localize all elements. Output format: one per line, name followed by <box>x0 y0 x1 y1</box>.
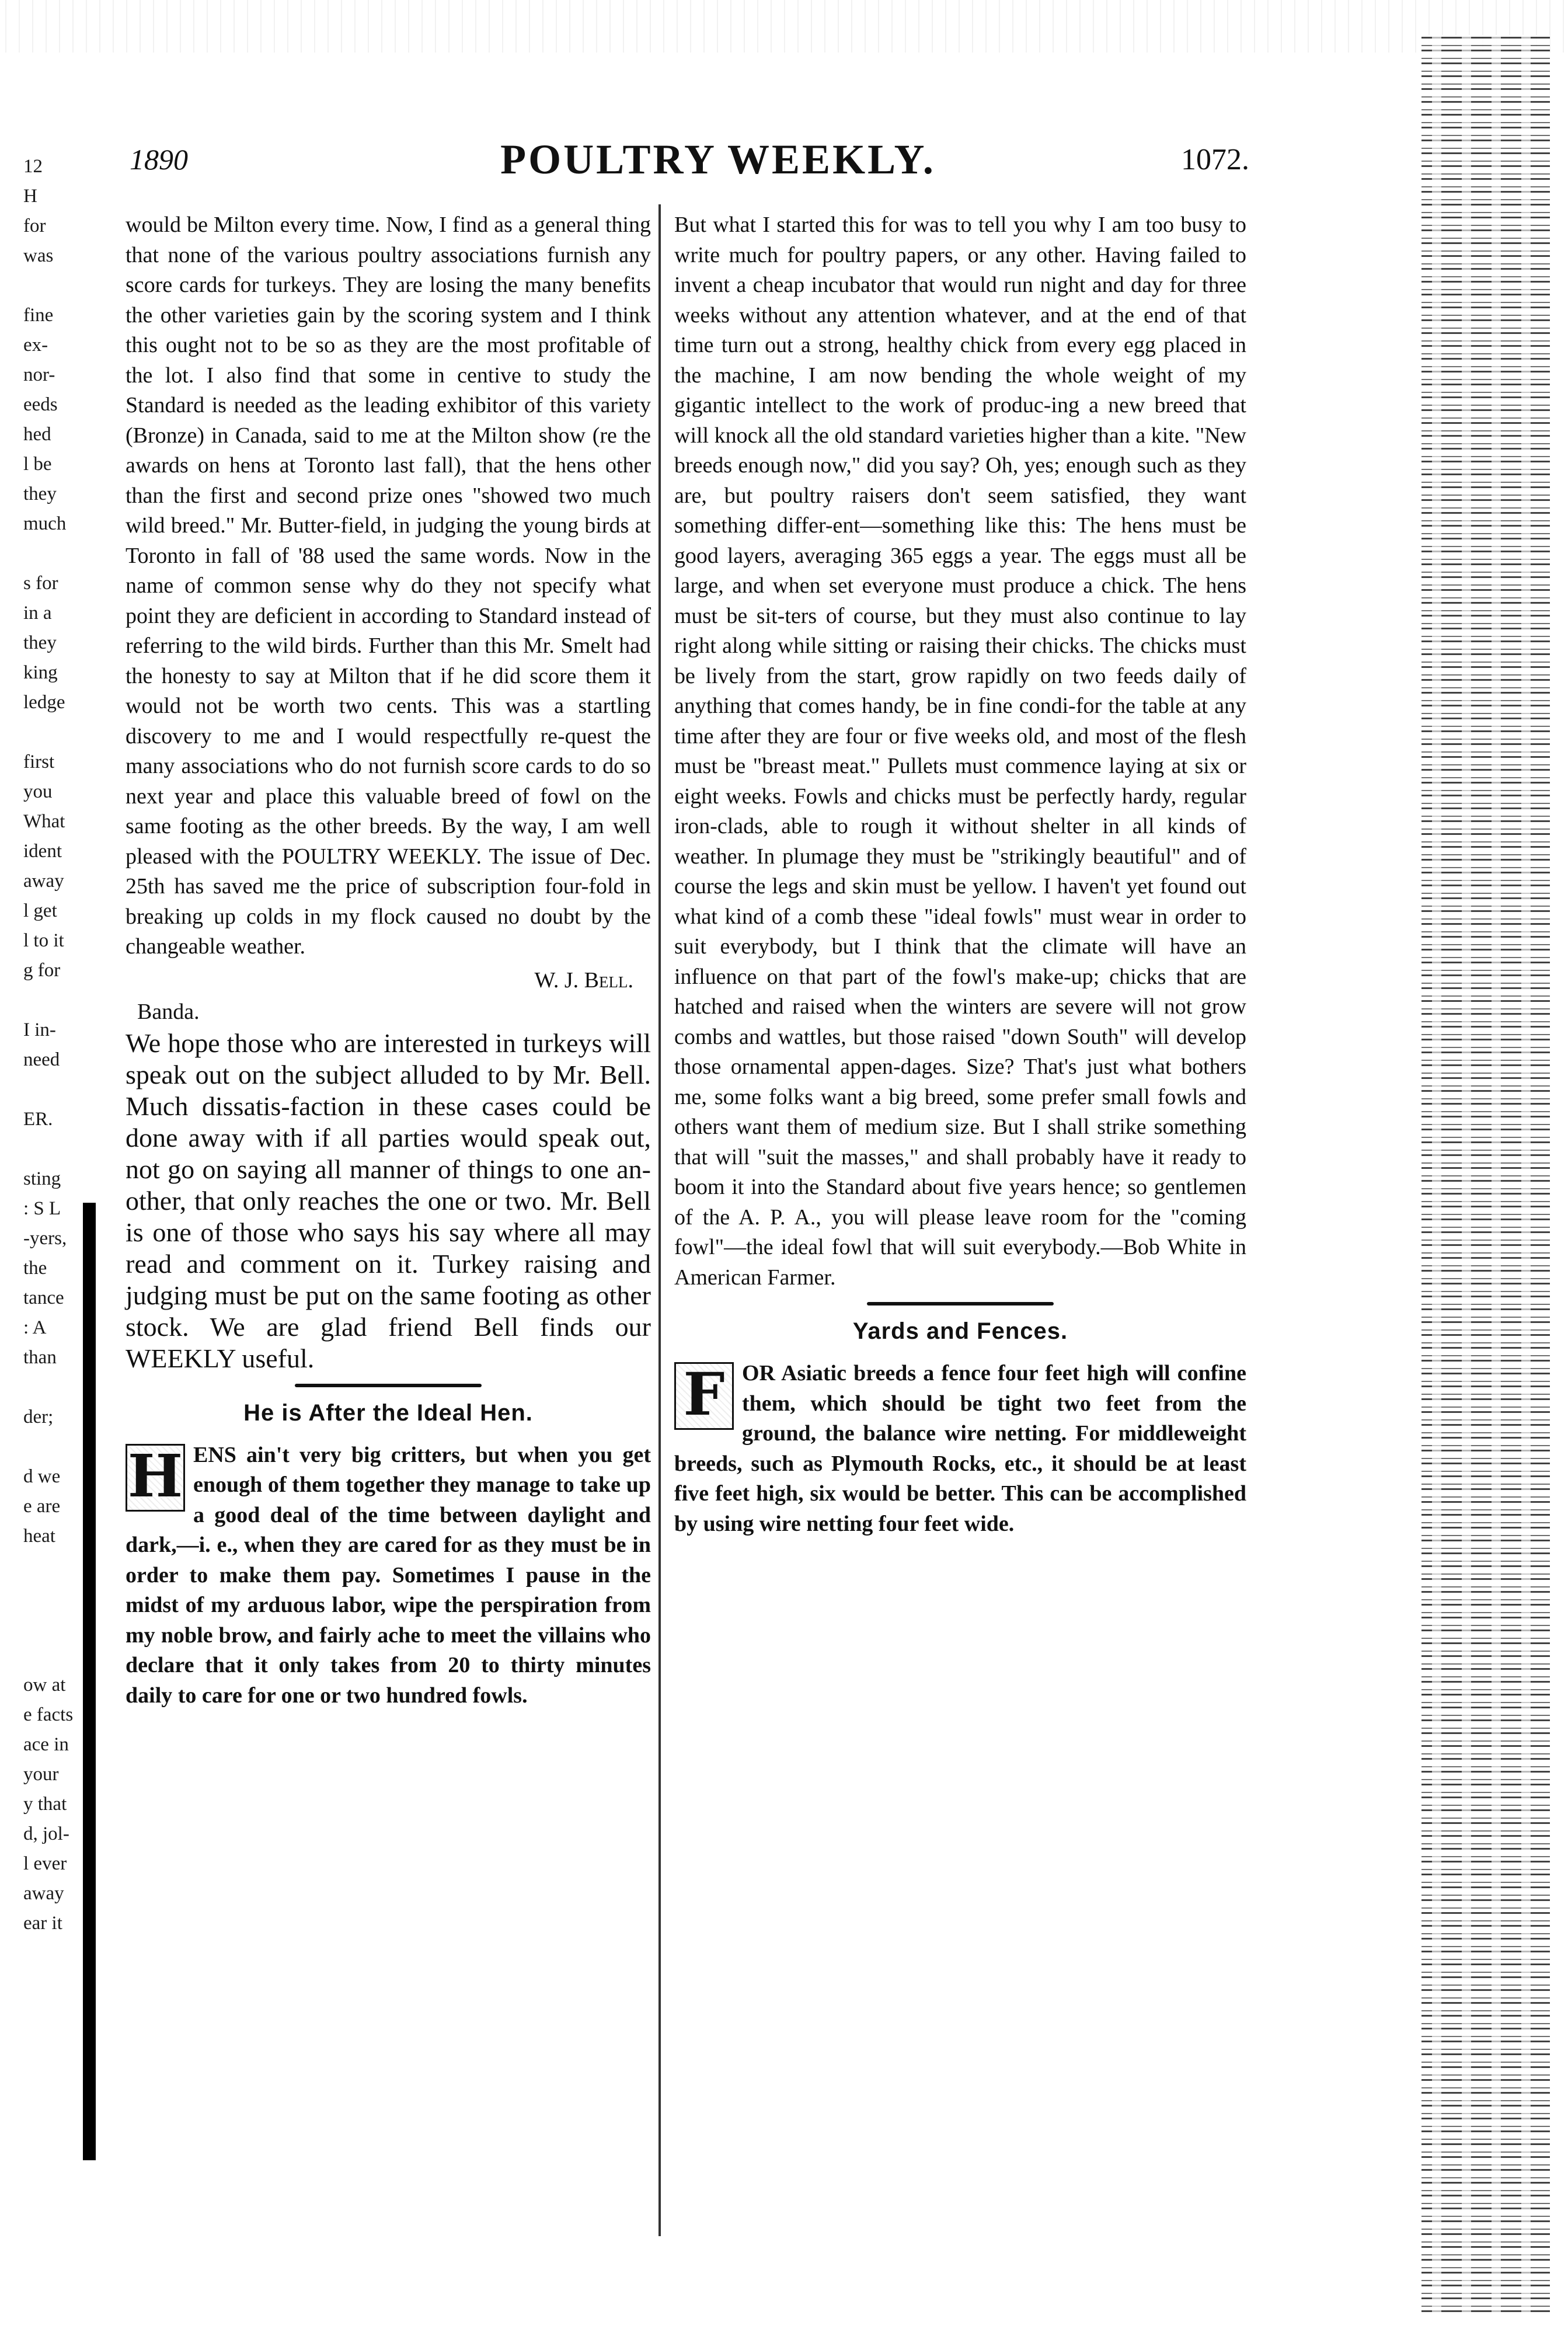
left-column <box>126 210 651 2224</box>
section-divider <box>126 1380 651 1392</box>
strip-fragment: fine <box>23 305 54 326</box>
strip-fragment: was <box>23 245 54 266</box>
strip-fragment: first <box>23 751 55 772</box>
strip-fragment: eeds <box>23 394 58 415</box>
strip-fragment <box>23 539 105 569</box>
strip-fragment: d, jol- <box>23 1823 69 1844</box>
scan-edge-top <box>0 0 1568 53</box>
strip-fragment: g for <box>23 960 61 981</box>
editor-note: We hope those who are interested in turkeys will speak out on the subject alluded to by Mr. Bell. Much dissatis-faction in these cases could be done away with if all parties would speak out, not go on saying all manner of things to one an-other, that only reaches the one or two. Mr. Bell is one of those who says his say where all may read and comment on it. Turkey raising and judging must be put on the same footing as other stock. We are glad friend Bell finds our WEEKLY useful. <box>126 1028 651 1373</box>
dropcap-letter: F <box>674 1362 734 1430</box>
page-number: 1072. <box>1181 143 1249 176</box>
strip-fragment: : S L <box>23 1198 61 1219</box>
header-year: 1890 <box>130 143 188 176</box>
strip-fragment: the <box>23 1258 47 1279</box>
binding-shadow-bar <box>83 1203 96 2160</box>
strip-fragment: king <box>23 662 58 683</box>
strip-fragment: hed <box>23 424 51 445</box>
article-continuation: But what I started this for was to tell you why I am too busy to write much for poultry papers, or any other. Having failed to invent a cheap incubator that would run night and day for three weeks without any attention whatever, and at the end of that time turn out a strong, healthy chick from every egg placed in the machine, I am now bending the whole weight of my gigantic intellect to the work of produc-ing a new breed that will knock all the old standard varieties higher than a kite. "New breeds enough now," did you say? Oh, yes; enough such as they are, but poultry raisers don't seem satisfied, they want something differ-ent—something like this: The hens must be good layers, averaging 365 eggs a year. The eggs must all be large, and when set everyone must produce a chick. The hens must be sit-ters of course, but they must also continue to lay right along while sitting or raising their chicks. The chicks must be lively from the start, grow rapidly on two feeds daily of anything that comes handy, be in fine condi-for the table at any time after they are four or five weeks old, and most of the flesh must be "breast meat." Pullets must commence laying at six or eight weeks. Fowls and chicks must be perfectly hardy, regular iron-clads, able to rough it without shelter in all kinds of weather. In plumage they must be "strikingly beautiful" and of course the legs and skin must be yellow. I haven't yet found out what kind of a comb these "ideal fowls" must wear in order to suit everybody, but I think that the climate will have an influence on that part of the fowl's make-up; chicks that are hatched and raised when the winters are severe will not grow combs and wattles, but those raised "down South" will develop those ornamental appen-dages. Size? That's just what bothers me, some folks want a big breed, some prefer small fowls and others want them of medium size. But I shall strike something that will "suit the masses," and shall probably have it ready to boom it into the Standard about five years hence; so gentlemen of the A. P. A., you will please leave room for the "coming fowl"—the ideal fowl that will suit everybody.—Bob White in American Farmer. <box>674 213 1247 1290</box>
strip-fragment: ex- <box>23 335 48 356</box>
strip-fragment: l get <box>23 900 57 921</box>
strip-fragment: ER. <box>23 1109 53 1130</box>
strip-fragment: much <box>23 513 67 534</box>
strip-fragment: in a <box>23 603 52 624</box>
page-header <box>128 135 1261 182</box>
ideal-hen-article <box>126 1440 651 1711</box>
strip-fragment: H <box>23 186 37 207</box>
strip-fragment <box>23 718 105 747</box>
strip-fragment <box>23 986 105 1015</box>
strip-fragment: 12 <box>23 156 43 177</box>
section-title-yards-fences: Yards and Fences. <box>852 1318 1068 1344</box>
strip-fragment: y that <box>23 1794 67 1815</box>
strip-fragment: they <box>23 483 57 504</box>
strip-fragment: need <box>23 1049 60 1070</box>
right-column <box>674 210 1246 2224</box>
strip-fragment: I in- <box>23 1019 56 1040</box>
column-rule <box>658 204 661 2236</box>
strip-fragment: e facts <box>23 1704 74 1725</box>
letter-signature: W. J. Bell. <box>534 967 633 993</box>
strip-fragment: s for <box>23 573 58 594</box>
section-title-ideal-hen: He is After the Ideal Hen. <box>243 1399 533 1426</box>
strip-fragment: l ever <box>23 1853 67 1874</box>
dropcap-letter: H <box>126 1444 185 1512</box>
strip-fragment: What <box>23 811 65 832</box>
article-paragraph: ENS ain't very big critters, but when you get enough of them together they manage to take up a good deal of the time between daylight and dark,—i. e., when they are cared for as they must be in order to make them pay. Sometimes I pause in the midst of my arduous labor, wipe the perspiration from my noble brow, and fairly ache to meet the villains who declare that it only takes from 20 to thirty minutes daily to care for one or two hundred fowls. <box>126 1442 651 1708</box>
strip-fragment: e are <box>23 1496 61 1517</box>
fences-paragraph: OR Asiatic breeds a fence four feet high will confine them, which should be tight two feet from the ground, the balance wire netting. For middleweight breeds, such as Plymouth Rocks, etc., it should be at least five feet high, six would be better. This can be accomplished by using wire netting four feet wide. <box>674 1361 1246 1536</box>
strip-fragment: away <box>23 1883 64 1904</box>
strip-fragment: ow at <box>23 1674 66 1696</box>
strip-fragment: away <box>23 871 64 892</box>
strip-fragment: d we <box>23 1466 61 1487</box>
strip-fragment: l be <box>23 454 52 475</box>
strip-fragment: tance <box>23 1287 64 1308</box>
strip-fragment: ledge <box>23 692 65 713</box>
yards-fences-article <box>674 1359 1246 1539</box>
strip-fragment: sting <box>23 1168 61 1189</box>
letter-paragraph: would be Milton every time. Now, I find as a general thing that none of the various poultry associations furnish any score cards for turkeys. They are losing the many benefits the other varieties gain by the scoring system and I think this ought not to be so as they are the most profitable of the lot. I also find that some in centive to study the Standard is needed as the leading exhibitor of this variety (Bronze) in Canada, said to me at the Milton show (re the awards on hens at Toronto last fall), that the hens other than the first and second prize ones "showed two much wild breed." Mr. Butter-field, in judging the young birds at Toronto in fall of '88 used the same words. Now in the name of common sense why do they not specify what point they are deficient in according to Standard instead of referring to the wild birds. Further than this Mr. Smelt had the honesty to say at Milton that if he did score them it would not be worth two cents. This was a startling discovery to me and I would respectfully re-quest the many associations who do not furnish score cards to do so next year and place this valuable breed of fowl on the same footing as the other breeds. By the way, I am well pleased with the POULTRY WEEKLY. The issue of Dec. 25th has saved me the price of subscription four-fold in breaking up colds in my flock caused no doubt by the changeable weather. <box>126 213 651 959</box>
strip-fragment: ear it <box>23 1913 62 1934</box>
strip-fragment: ident <box>23 841 62 862</box>
strip-fragment: l to it <box>23 930 64 951</box>
masthead-title: POULTRY WEEKLY. <box>500 136 936 183</box>
strip-fragment: der; <box>23 1407 54 1428</box>
strip-fragment <box>23 1075 105 1105</box>
right-page-edge-texture <box>1421 35 1550 2312</box>
strip-fragment: for <box>23 215 46 236</box>
strip-fragment: -yers, <box>23 1228 67 1249</box>
strip-fragment: heat <box>23 1526 55 1547</box>
strip-fragment: than <box>23 1347 57 1368</box>
strip-fragment: your <box>23 1764 59 1785</box>
letter-place: Banda. <box>137 999 200 1024</box>
strip-fragment <box>23 271 105 301</box>
strip-fragment: : A <box>23 1317 47 1338</box>
strip-fragment: nor- <box>23 364 55 385</box>
section-divider <box>674 1298 1246 1310</box>
strip-fragment <box>23 1134 105 1164</box>
strip-fragment: ace in <box>23 1734 69 1755</box>
strip-fragment: they <box>23 632 57 653</box>
strip-fragment: you <box>23 781 53 802</box>
